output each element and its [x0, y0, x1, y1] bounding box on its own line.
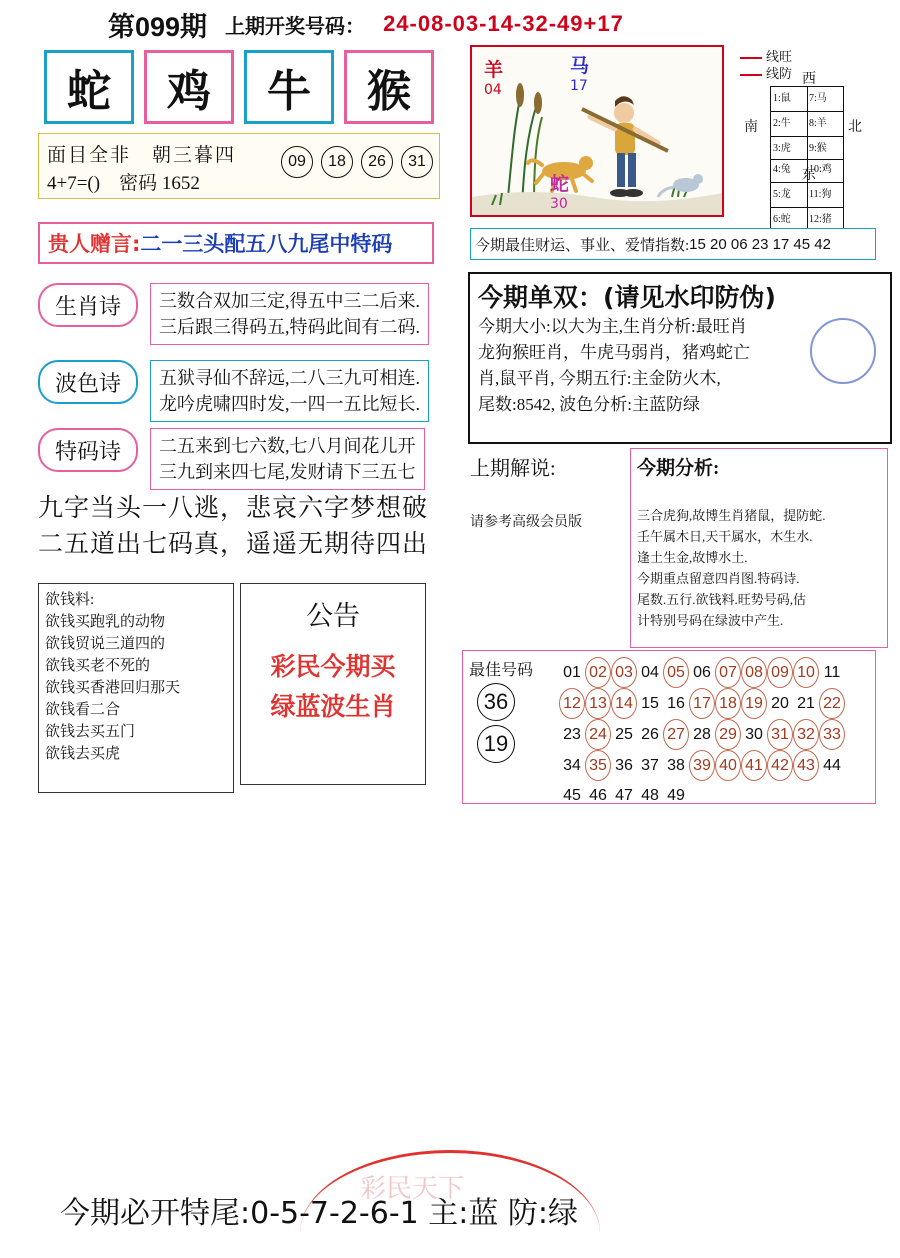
- last-issue-explain: [470, 452, 620, 531]
- compass-west: 西: [802, 72, 816, 87]
- compass-cell: 11:狗: [807, 183, 843, 208]
- grid-number: 04: [641, 664, 659, 681]
- verse-block: [38, 490, 438, 562]
- poem-special: [38, 428, 425, 490]
- compass-cell: 5:龙: [771, 183, 807, 208]
- grid-number: 22: [819, 688, 845, 719]
- grid-number: 21: [797, 695, 815, 712]
- grid-number: 24: [585, 719, 611, 750]
- vip-tip-text: 二一三头配五八九尾中特码: [140, 232, 393, 256]
- grid-number: 19: [741, 688, 767, 719]
- grid-number: 01: [563, 664, 581, 681]
- grid-number: 29: [715, 719, 741, 750]
- riddle-line-1: 面目全非 朝三暮四: [47, 145, 237, 166]
- grid-number: 28: [693, 726, 711, 743]
- grid-number: 17: [689, 688, 715, 719]
- odd-even-heading-row: [478, 278, 882, 314]
- poem-tag: 波色诗: [38, 360, 138, 404]
- compass-cell: 10:鸡: [807, 158, 843, 183]
- zodiac-box-1: [44, 50, 134, 124]
- footer-tail-prediction: 今期必开特尾:0-5-7-2-6-1 主:蓝 防:绿: [60, 1196, 579, 1231]
- grid-number: 45: [563, 787, 581, 804]
- best-number-primary: 36: [477, 683, 515, 721]
- issue-number: 第099期: [108, 11, 208, 42]
- picture-label-name: 羊: [484, 59, 504, 81]
- riddle-circles: [281, 146, 433, 178]
- compass-cell: 1:鼠: [771, 87, 807, 112]
- money-hint-item: 欲钱去买虎: [45, 746, 121, 762]
- grid-number: 03: [611, 657, 637, 688]
- poem-line: 五狱寻仙不辞远,二八三九可相连.: [159, 368, 420, 388]
- grid-number: 08: [741, 657, 767, 688]
- analysis-line: 三合虎狗,故博生肖猪鼠，提防蛇.: [637, 508, 826, 523]
- analysis-line: 今期重点留意四肖图.特码诗.: [637, 571, 800, 586]
- grid-number: 25: [615, 726, 633, 743]
- best-numbers-box: [462, 650, 876, 804]
- grid-number: 12: [559, 688, 585, 719]
- header: [108, 8, 868, 40]
- grid-number: 09: [767, 657, 793, 688]
- fortune-index-values: 15 20 06 23 17 45 42: [689, 235, 831, 253]
- riddle-circle: 09: [281, 146, 313, 178]
- current-analysis-title: 今期分析:: [637, 458, 720, 479]
- illustration-box: [470, 45, 724, 217]
- money-hint-box: [38, 583, 234, 793]
- grid-number: 35: [585, 750, 611, 781]
- announcement-line: 彩民今期买: [270, 652, 396, 681]
- watermark-stamp: [810, 318, 876, 384]
- odd-even-subheading: (请见水印防伪): [603, 283, 776, 312]
- grid-number: 05: [663, 657, 689, 688]
- zodiac-row: [44, 50, 434, 124]
- compass-cell: 12:猪: [809, 214, 832, 225]
- grid-number: 06: [693, 664, 711, 681]
- best-numbers-label: 最佳号码: [469, 662, 534, 679]
- grid-number: 43: [793, 750, 819, 781]
- compass-legend-item: 线旺: [766, 49, 793, 64]
- zodiac-label: 牛: [267, 66, 311, 117]
- grid-number: 07: [715, 657, 741, 688]
- poem-tag: 生肖诗: [38, 283, 138, 327]
- grid-number: 39: [689, 750, 715, 781]
- poem-line: 三数合双加三定,得五中三二后来.: [159, 291, 420, 311]
- grid-number: 15: [641, 695, 659, 712]
- compass-cell: 7:马: [807, 87, 843, 112]
- grid-number: 11: [823, 664, 841, 681]
- odd-even-heading: 今期单双：: [478, 283, 604, 312]
- poem-line: 二五来到七六数,七八月间花儿开: [159, 436, 416, 456]
- announcement-title: 公告: [306, 601, 360, 632]
- number-grid: [559, 657, 865, 810]
- compass-east: 东: [802, 168, 816, 183]
- money-hint-title: 欲钱料:: [45, 592, 95, 608]
- analysis-line: 计特别号码在绿波中产生.: [637, 613, 784, 628]
- zodiac-label: 鸡: [167, 66, 211, 117]
- compass-cell: 3:虎: [773, 143, 791, 154]
- money-hint-item: 欲钱买跑乳的动物: [45, 614, 166, 630]
- poem-body: [150, 360, 429, 422]
- fortune-index-title: 今期最佳财运、事业、爱情指数:: [475, 237, 690, 254]
- grid-number: 49: [667, 787, 685, 804]
- picture-label-ma: [570, 51, 589, 94]
- compass-col-left: [771, 87, 808, 159]
- last-issue-explain-sub: 请参考高级会员版: [470, 515, 582, 530]
- zodiac-label: 蛇: [67, 66, 111, 117]
- grid-number: 34: [563, 757, 581, 774]
- grid-number: 37: [641, 757, 659, 774]
- grid-number: 14: [611, 688, 637, 719]
- compass-south: 南: [744, 120, 758, 135]
- picture-label-num: 30: [550, 196, 568, 212]
- grid-number: 33: [819, 719, 845, 750]
- best-number-secondary: 19: [477, 725, 515, 763]
- grid-number: 30: [745, 726, 763, 743]
- vip-tip-box: [38, 222, 434, 264]
- grid-number: 44: [823, 757, 841, 774]
- grid-number: 36: [615, 757, 633, 774]
- ghost-watermark: 彩民天下: [360, 1174, 465, 1204]
- grid-number: 32: [793, 719, 819, 750]
- odd-even-line: 龙狗猴旺肖，牛虎马弱肖，猪鸡蛇亡: [478, 343, 750, 362]
- money-hint-item: 欲钱贸说三道四的: [45, 636, 166, 652]
- grid-number: 31: [767, 719, 793, 750]
- compass-cell: 9:猴: [809, 143, 827, 154]
- last-issue-explain-title: 上期解说:: [470, 458, 556, 480]
- grid-number: 46: [589, 787, 607, 804]
- grid-number: 47: [615, 787, 633, 804]
- poem-line: 三后跟三得码五,特码此间有二码.: [159, 317, 420, 337]
- poem-color: [38, 360, 429, 422]
- compass-col-right: [807, 87, 843, 159]
- grid-number: 42: [767, 750, 793, 781]
- current-analysis-box: [630, 448, 888, 648]
- riddle-line-2: 4+7=() 密码 1652: [47, 173, 200, 194]
- poem-body: [150, 428, 425, 490]
- grid-number: 38: [667, 757, 685, 774]
- zodiac-label: 猴: [367, 66, 411, 117]
- line-swatch-hot: [740, 57, 762, 59]
- grid-number: 16: [667, 695, 685, 712]
- grid-number: 26: [641, 726, 659, 743]
- grid-number: 10: [793, 657, 819, 688]
- compass-legend-item: 线防: [766, 66, 793, 81]
- poem-tag: 特码诗: [38, 428, 138, 472]
- grid-number: 18: [715, 688, 741, 719]
- money-hint-item: 欲钱去买五门: [45, 724, 136, 740]
- illustration-image: [472, 47, 722, 215]
- line-swatch-cold: [740, 74, 762, 76]
- compass-block: [740, 48, 872, 225]
- grid-number: 48: [641, 787, 659, 804]
- announcement-box: [240, 583, 426, 785]
- analysis-line: 尾数.五行.欲钱料.旺势号码,估: [637, 592, 807, 607]
- compass-col-left-lower: [771, 158, 808, 230]
- grid-number: 27: [663, 719, 689, 750]
- analysis-line: 壬午属木日,天干属水，木生水.: [637, 529, 813, 544]
- last-draw-numbers: 24-08-03-14-32-49+17: [383, 11, 624, 36]
- compass-grid-lower: [770, 158, 844, 231]
- odd-even-box: [468, 272, 892, 444]
- compass-cell: 8:羊: [807, 112, 843, 137]
- last-draw-label: 上期开奖号码：: [225, 15, 366, 38]
- grid-number: 40: [715, 750, 741, 781]
- zodiac-box-4: [344, 50, 434, 124]
- riddle-circle: 18: [321, 146, 353, 178]
- picture-label-yang: [484, 55, 503, 98]
- zodiac-box-3: [244, 50, 334, 124]
- money-hint-item: 欲钱看二合: [45, 702, 121, 718]
- grid-number: 41: [741, 750, 767, 781]
- announcement-line: 绿蓝波生肖: [270, 692, 396, 721]
- compass-cell: 4:兔: [771, 158, 807, 183]
- odd-even-line: 尾数:8542, 波色分析:主蓝防绿: [478, 395, 700, 414]
- compass-grid: [770, 86, 844, 160]
- verse-line: 二五道出七码真，遥遥无期待四出: [38, 529, 429, 558]
- zodiac-box-2: [144, 50, 234, 124]
- poem-body: [150, 283, 429, 345]
- money-hint-item: 欲钱买香港回归那天: [45, 680, 181, 696]
- verse-line: 九字当头一八逃，悲哀六字梦想破: [38, 493, 429, 522]
- riddle-box: [38, 133, 440, 199]
- fortune-index-box: [470, 228, 876, 260]
- compass-col-right-lower: [807, 158, 843, 230]
- compass-north: 北: [848, 120, 862, 135]
- vip-tip-prefix: 贵人赠言:: [48, 232, 141, 256]
- poem-line: 龙吟虎啸四时发,一四一五比短长.: [159, 394, 420, 414]
- picture-label-name: 马: [570, 55, 590, 77]
- picture-label-she: [550, 169, 569, 212]
- grid-number: 20: [771, 695, 789, 712]
- picture-label-num: 17: [570, 78, 588, 94]
- odd-even-line: 肖,鼠平肖, 今期五行:主金防火木,: [478, 369, 721, 388]
- riddle-circle: 26: [361, 146, 393, 178]
- grid-number: 02: [585, 657, 611, 688]
- analysis-line: 逢土生金,故博水土.: [637, 550, 748, 565]
- picture-label-num: 04: [484, 82, 502, 98]
- grid-number: 23: [563, 726, 581, 743]
- picture-label-name: 蛇: [550, 173, 570, 195]
- riddle-circle: 31: [401, 146, 433, 178]
- odd-even-line: 今期大小:以大为主,生肖分析:最旺肖: [478, 317, 747, 336]
- poem-zodiac: [38, 283, 429, 345]
- compass-cell: 6:蛇: [773, 214, 791, 225]
- grid-number: 13: [585, 688, 611, 719]
- money-hint-item: 欲钱买老不死的: [45, 658, 151, 674]
- poem-line: 三九到来四七尾,发财请下三五七: [159, 462, 416, 482]
- compass-cell: 2:牛: [771, 112, 807, 137]
